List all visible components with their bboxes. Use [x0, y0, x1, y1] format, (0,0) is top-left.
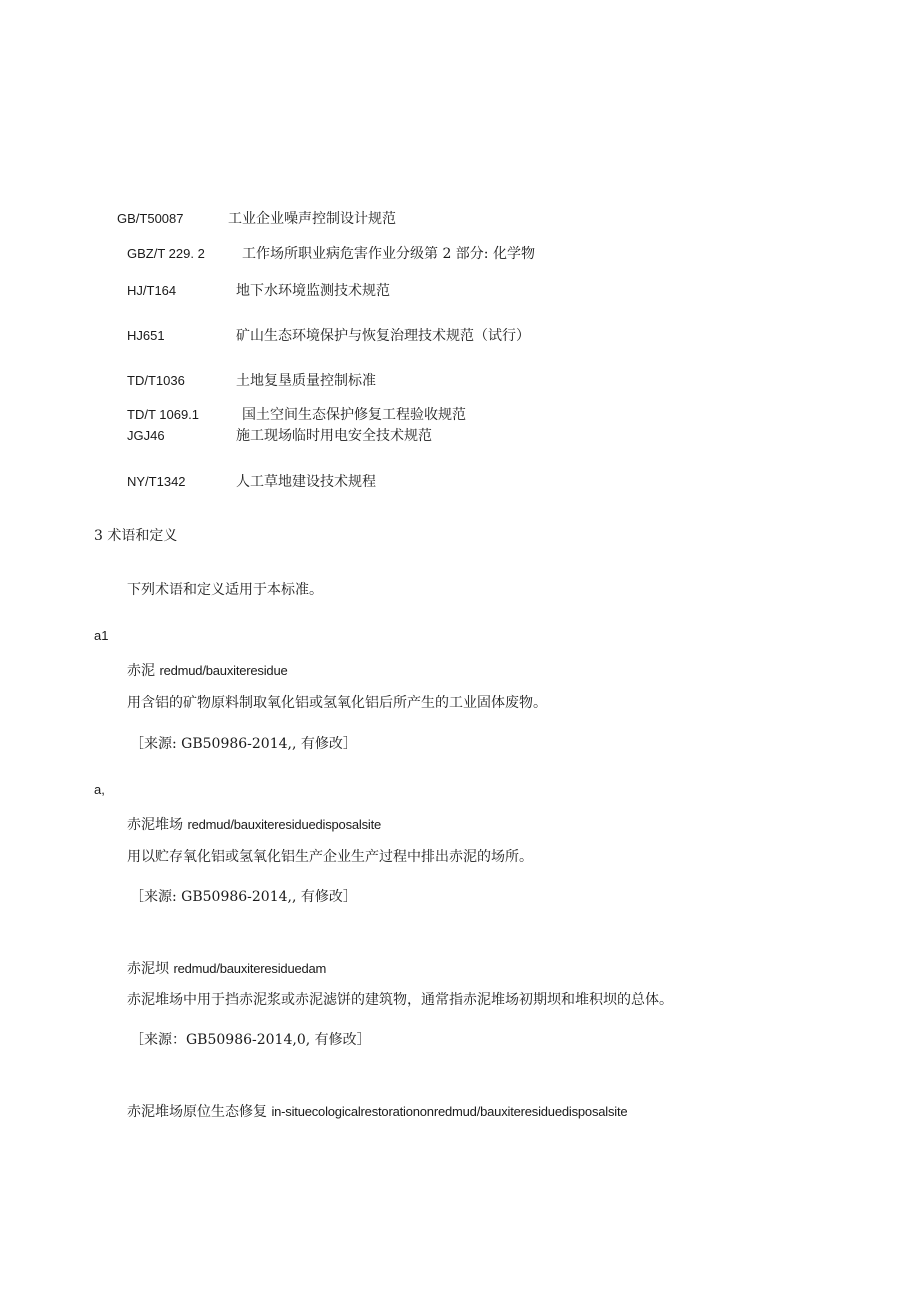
- ref-code-6: TD/T 1069.1: [127, 407, 200, 422]
- term-definition-3: 赤泥堆场中用于挡赤泥浆或赤泥滤饼的建筑物，通常指赤泥堆场初期坝和堆积坝的总体。: [127, 992, 673, 1008]
- term-en-4: in-situecologicalrestorationonredmud/bauxiteresiduedisposalsite: [271, 1104, 628, 1119]
- ref-code-5: TD/T1036: [127, 373, 185, 388]
- term-heading-1: [127, 662, 288, 680]
- ref-title-6: 国土空间生态保护修复工程验收规范: [242, 407, 466, 423]
- term-number-1: a1: [94, 628, 109, 643]
- ref-title-4: 矿山生态环境保护与恢复治理技术规范（试行）: [236, 328, 530, 344]
- ref-code-3: HJ/T164: [127, 283, 177, 298]
- term-source-1: ［来源: GB50986-2014,, 有修改］: [130, 736, 357, 752]
- ref-title-8: 人工草地建设技术规程: [236, 474, 376, 490]
- term-cn-2: 赤泥堆场: [127, 817, 183, 833]
- section-intro: 下列术语和定义适用于本标准。: [127, 582, 323, 598]
- ref-title-7: 施工现场临时用电安全技术规范: [236, 428, 432, 444]
- term-definition-1: 用含铝的矿物原料制取氧化铝或氢氧化铝后所产生的工业固体废物。: [127, 695, 547, 711]
- term-cn-3: 赤泥坝: [127, 961, 169, 977]
- term-definition-2: 用以贮存氧化铝或氢氧化铝生产企业生产过程中排出赤泥的场所。: [127, 849, 533, 865]
- ref-code-8: NY/T1342: [127, 474, 186, 489]
- ref-code-2: GBZ/T 229. 2: [127, 246, 205, 261]
- term-en-1: redmud/bauxiteresidue: [159, 663, 288, 678]
- ref-code-7: JGJ46: [127, 428, 165, 443]
- term-heading-3: [127, 960, 326, 978]
- section-heading: 3 术语和定义: [94, 528, 178, 544]
- ref-title-3: 地下水环境监测技术规范: [236, 283, 390, 299]
- term-cn-4: 赤泥堆场原位生态修复: [127, 1104, 267, 1120]
- term-heading-2: [127, 816, 381, 834]
- term-cn-1: 赤泥: [127, 663, 155, 679]
- term-source-2: ［来源: GB50986-2014,, 有修改］: [130, 889, 357, 905]
- term-heading-4: [127, 1103, 627, 1121]
- term-en-2: redmud/bauxiteresiduedisposalsite: [187, 817, 382, 832]
- term-en-3: redmud/bauxiteresiduedam: [173, 961, 327, 976]
- ref-code-1: GB/T50087: [117, 211, 184, 226]
- ref-title-5: 土地复垦质量控制标准: [236, 373, 376, 389]
- ref-title-1: 工业企业噪声控制设计规范: [228, 211, 396, 227]
- term-number-2: a,: [94, 782, 105, 797]
- ref-title-2: 工作场所职业病危害作业分级第 2 部分: 化学物: [242, 246, 535, 262]
- ref-code-4: HJ651: [127, 328, 165, 343]
- term-source-3: ［来源：GB50986-2014,0, 有修改］: [130, 1032, 371, 1048]
